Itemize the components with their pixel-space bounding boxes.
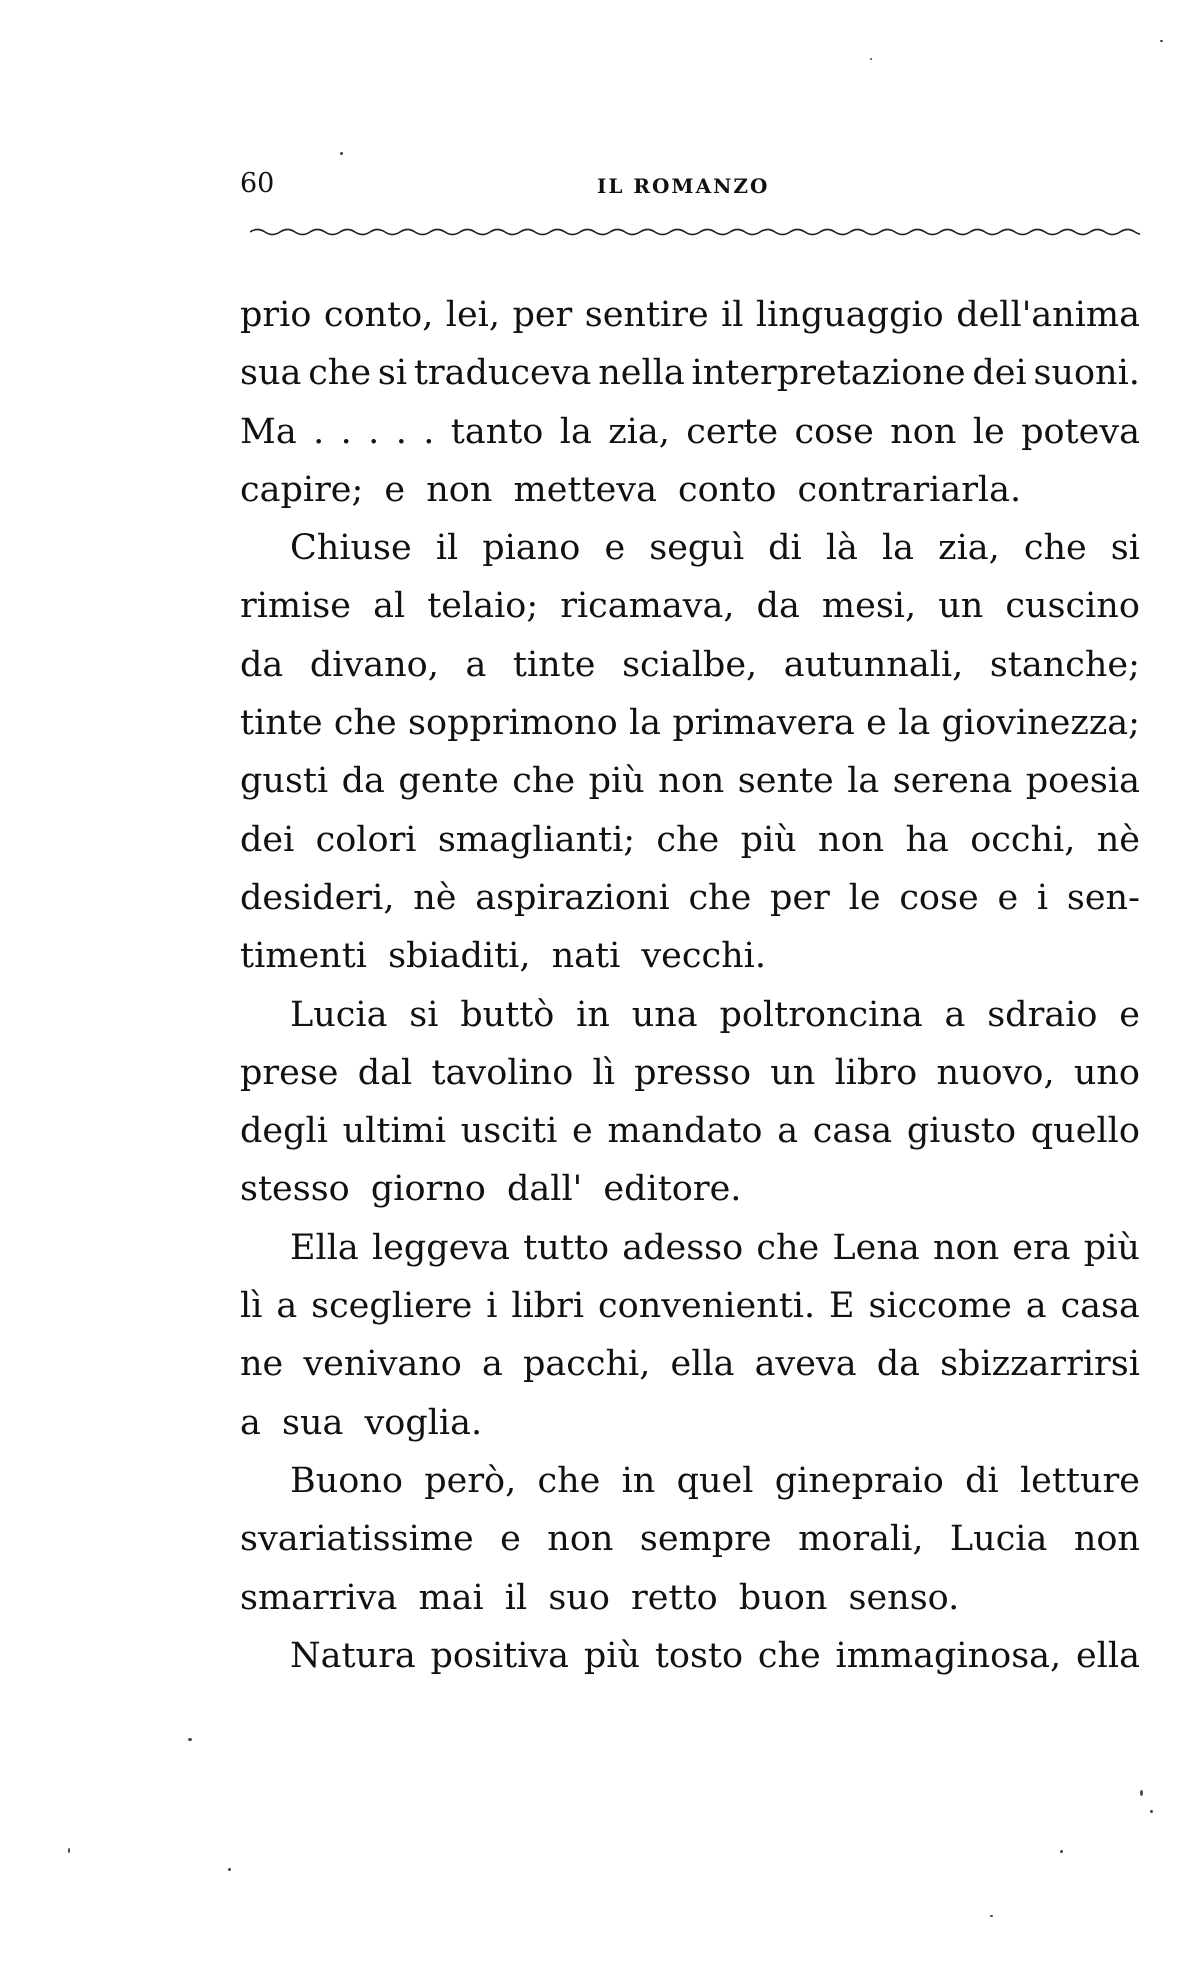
text-line [240,752,1140,810]
word: il [721,295,744,335]
word: cuscino [1005,586,1140,627]
word: nuovo, [936,1052,1055,1093]
word: sempre [639,1519,772,1560]
word: positiva [430,1635,570,1676]
word: la [881,528,915,569]
word: il [435,528,459,569]
word: dell'anima [956,295,1140,335]
word: al [373,586,406,627]
word: e [572,1111,593,1152]
word: tanto [450,411,544,452]
word: che [537,1460,601,1501]
decorative-wavy-rule [250,222,1140,242]
text-line [240,519,1140,577]
word: immaginosa, [835,1635,1062,1676]
word: da [756,586,800,627]
word: lei, [445,295,500,335]
word: Chiuse [290,528,412,569]
word: presso [634,1052,752,1093]
text-line [240,927,1140,985]
word: i [1036,877,1049,918]
word: tinte [512,644,596,685]
word: sbizzarrirsi [940,1344,1140,1385]
word: sente [737,761,834,802]
word: interpretazione [691,353,966,394]
word: poltroncina [719,994,923,1035]
word: aspirazioni [475,877,670,918]
word: cose [899,877,979,918]
word: più [740,819,797,860]
word: casa [812,1111,893,1152]
word: tosto [654,1635,744,1676]
text-line-content: timenti sbiaditi, nati vecchi. [240,936,766,977]
text-line [240,461,1140,519]
word: e [1119,994,1140,1035]
word: dei [240,819,295,860]
word: là [825,528,858,569]
text-line [240,1219,1140,1277]
word: divano, [309,644,439,685]
text-line [240,811,1140,869]
word: degli [240,1111,328,1152]
text-line [240,1394,1140,1452]
text-line [240,1160,1140,1218]
word: morali, [798,1519,924,1560]
word: gente [398,761,499,802]
word: seguì [649,528,745,569]
word: Lena [832,1227,920,1268]
word: più [588,761,645,802]
word: si [377,353,408,394]
word: di [965,1460,999,1501]
text-line-content: stesso giorno dall' editore. [240,1169,742,1210]
word: lì [592,1052,615,1093]
text-line [240,403,1140,461]
scan-speck [68,1848,70,1853]
word: le [848,877,881,918]
word: aveva [754,1344,857,1385]
word: a [482,1344,503,1385]
word: ella [1075,1635,1140,1676]
word: nè [413,877,457,918]
word: che [512,761,576,802]
word: poteva [1021,411,1140,452]
word: una [631,994,698,1035]
text-line-content: smarriva mai il suo retto buon senso. [240,1577,960,1618]
word: che [308,353,372,394]
word: mesi, [821,586,917,627]
text-line [240,577,1140,635]
word: . [423,411,435,452]
word: quel [676,1460,754,1501]
word: da [876,1344,920,1385]
word: da [240,644,284,685]
word: ha [905,819,949,860]
scan-speck [870,58,872,60]
word: convenienti. [598,1286,816,1327]
word: a [1025,1286,1047,1327]
word: quello [1030,1111,1140,1152]
text-line [240,1277,1140,1335]
word: sopprimono [408,703,618,744]
word: non [932,1227,1000,1268]
page-header [240,168,1140,208]
word: traduceva [413,353,592,394]
word: e [500,1519,521,1560]
word: cose [794,411,874,452]
word: Ella [290,1227,359,1268]
word: mandato [607,1111,763,1152]
word: gusti [240,761,329,802]
scan-speck [228,1868,231,1871]
word: telaio; [427,586,539,627]
word: non [658,761,725,802]
word: per [770,877,830,918]
word: leggeva [371,1227,511,1268]
word: rimise [240,586,351,627]
text-line [240,1452,1140,1510]
body-text [240,286,1140,1685]
word: siccome [868,1286,1012,1327]
word: uno [1073,1052,1140,1093]
word: sdraio [987,994,1098,1035]
running-title: IL ROMANZO [597,174,770,198]
word: più [583,1635,640,1676]
word: . [340,411,352,452]
word: la [898,703,931,744]
word: che [333,703,397,744]
word: pacchi, [523,1344,651,1385]
word: a [276,1286,298,1327]
word: Lucia [949,1519,1048,1560]
word: la [847,761,880,802]
scan-speck [340,152,343,155]
word: ginepraio [774,1460,944,1501]
word: a [465,644,487,685]
word: certe [686,411,779,452]
word: primavera [672,703,855,744]
page-number: 60 [240,168,275,199]
word: per [512,295,573,335]
word: in [576,994,610,1035]
word: tinte [240,703,323,744]
word: lì [240,1286,263,1327]
word: smaglianti; [437,819,636,860]
word: tutto [523,1227,610,1268]
word: scialbe, [622,644,758,685]
word: non [547,1519,614,1560]
word: casa [1060,1286,1140,1327]
word: la [628,703,662,744]
word: non [890,411,957,452]
text-line [240,1627,1140,1685]
word: un [938,586,984,627]
word: sua [240,353,302,394]
word: desideri, [240,877,395,918]
text-line [240,869,1140,927]
scan-speck [1160,40,1163,42]
word: che [757,1635,821,1676]
word: dei [972,353,1027,394]
scan-speck [990,1915,993,1917]
word: stanche; [989,644,1140,685]
word: prese [240,1052,339,1093]
word: svariatissime [240,1519,474,1560]
word: sentire [584,295,709,335]
word: che [656,819,720,860]
word: poesia [1025,761,1140,802]
word: prio [240,295,312,335]
scan-speck [188,1738,192,1741]
word: che [688,877,752,918]
word: suoni. [1033,353,1140,394]
word: però, [424,1460,517,1501]
word: zia, [608,411,670,452]
scan-speck [1060,1850,1063,1853]
word: era [1012,1227,1071,1268]
word: un [770,1052,816,1093]
word: letture [1019,1460,1140,1501]
word: nella [598,353,685,394]
word: libri [511,1286,585,1327]
scan-speck [1140,1790,1143,1796]
word: e [604,528,626,569]
word: zia, [938,528,1000,569]
text-line [240,636,1140,694]
text-line [240,286,1140,344]
word: si [409,994,439,1035]
text-line [240,1569,1140,1627]
text-line [240,986,1140,1044]
word: ricamava, [560,586,735,627]
word: colori [315,819,417,860]
word: E [829,1286,855,1327]
word: i [486,1286,498,1327]
word: si [1110,528,1140,569]
word: non [818,819,885,860]
word: occhi, [970,819,1076,860]
word: linguaggio [755,295,944,335]
word: più [1083,1227,1140,1268]
word: venivano [303,1344,462,1385]
word: la [559,411,592,452]
word: a [944,994,966,1035]
word: libro [834,1052,918,1093]
text-line [240,1044,1140,1102]
word: serena [892,761,1013,802]
word: a [777,1111,799,1152]
word: sen- [1066,877,1140,918]
word: dal [357,1052,413,1093]
word: Ma [240,411,297,452]
word: adesso [622,1227,744,1268]
word: Natura [290,1635,416,1676]
word: ne [240,1344,284,1385]
text-line [240,1510,1140,1568]
word: usciti [460,1111,558,1152]
word: nè [1096,819,1140,860]
scan-speck [1150,1810,1153,1813]
word: non [1073,1519,1140,1560]
word: . [313,411,325,452]
word: buttò [460,994,555,1035]
word: giovinezza; [941,703,1140,744]
word: che [756,1227,820,1268]
word: Lucia [290,994,388,1035]
text-line-content: capire; e non metteva conto contrariarla. [240,469,1022,510]
text-line [240,1335,1140,1393]
word: piano [482,528,581,569]
word: conto, [323,295,434,335]
word: e [866,703,887,744]
word: ella [670,1344,735,1385]
text-line [240,694,1140,752]
word: le [972,411,1005,452]
word: . [395,411,407,452]
word: ultimi [342,1111,447,1152]
word: di [768,528,802,569]
word: tavolino [431,1052,574,1093]
word: da [341,761,385,802]
word: e [997,877,1019,918]
word: Buono [290,1460,403,1501]
word: che [1023,528,1087,569]
text-line-content: a sua voglia. [240,1402,483,1443]
word: . [368,411,380,452]
word: scegliere [311,1286,473,1327]
text-line [240,344,1140,402]
word: giusto [906,1111,1017,1152]
word: in [621,1460,656,1501]
text-line [240,1102,1140,1160]
word: autunnali, [783,644,964,685]
